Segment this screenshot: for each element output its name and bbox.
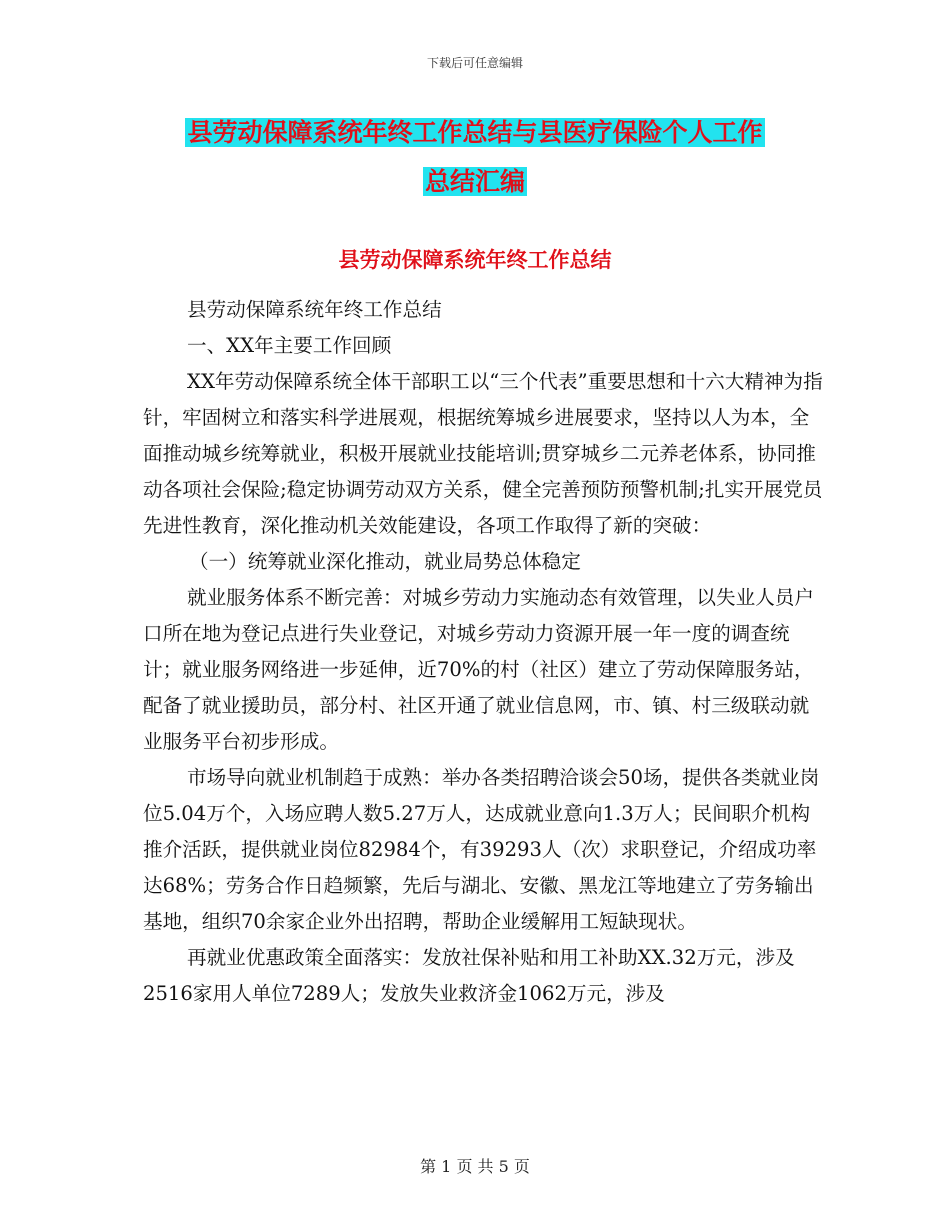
- paragraph-intro: XX年劳动保障系统全体干部职工以“三个代表”重要思想和十六大精神为指针，牢固树立和落实科学进展观，根据统筹城乡进展要求，坚持以人为本，全面推动城乡统筹就业，积极开展就业技能培训;贯穿城乡二元养老体系，协同推动各项社会保险;稳定协调劳动双方关系，健全完善预防预警机制;扎实开展党员先进性教育，深化推动机关效能建设，各项工作取得了新的突破：: [143, 370, 823, 537]
- section-title: 县劳动保障系统年终工作总结: [338, 248, 612, 272]
- header-note: 下载后可任意编辑: [426, 56, 523, 70]
- main-title: [0, 108, 950, 206]
- paragraph-doc-title: 县劳动保障系统年终工作总结: [187, 298, 442, 321]
- paragraph-service-system: 就业服务体系不断完善：对城乡劳动力实施动态有效管理，以失业人员户口所在地为登记点进行失业登记，对城乡劳动力资源开展一年一度的调查统计；就业服务网络进一步延伸，近70%的村（社区）建立了劳动保障服务站，配备了就业援助员，部分村、社区开通了就业信息网，市、镇、村三级联动就业服务平台初步形成。: [143, 586, 814, 753]
- main-title-line2: 总结汇编: [424, 167, 525, 196]
- main-title-line1: 县劳动保障系统年终工作总结与县医疗保险个人工作: [187, 118, 763, 147]
- paragraph-market-mechanism: 市场导向就业机制趋于成熟：举办各类招聘洽谈会50场，提供各类就业岗位5.04万个，入场应聘人数5.27万人，达成就业意向1.3万人；民间职介机构推介活跃，提供就业岗位82984个，有39293人（次）求职登记，介绍成功率达68%；劳务合作日趋频繁，先后与湖北、安徽、黑龙江等地建立了劳务输出基地，组织70余家企业外出招聘，帮助企业缓解用工短缺现状。: [143, 766, 820, 933]
- page-footer: 第 1 页 共 5 页: [420, 1157, 530, 1176]
- paragraph-heading-1: 一、XX年主要工作回顾: [187, 334, 392, 357]
- body-text: [143, 292, 823, 1012]
- paragraph-heading-1-1: （一）统筹就业深化推动，就业局势总体稳定: [189, 550, 581, 573]
- paragraph-reemployment-policy: 再就业优惠政策全面落实：发放社保补贴和用工补助XX.32万元，涉及2516家用人单位7289人；发放失业救济金1062万元，涉及: [143, 946, 795, 1005]
